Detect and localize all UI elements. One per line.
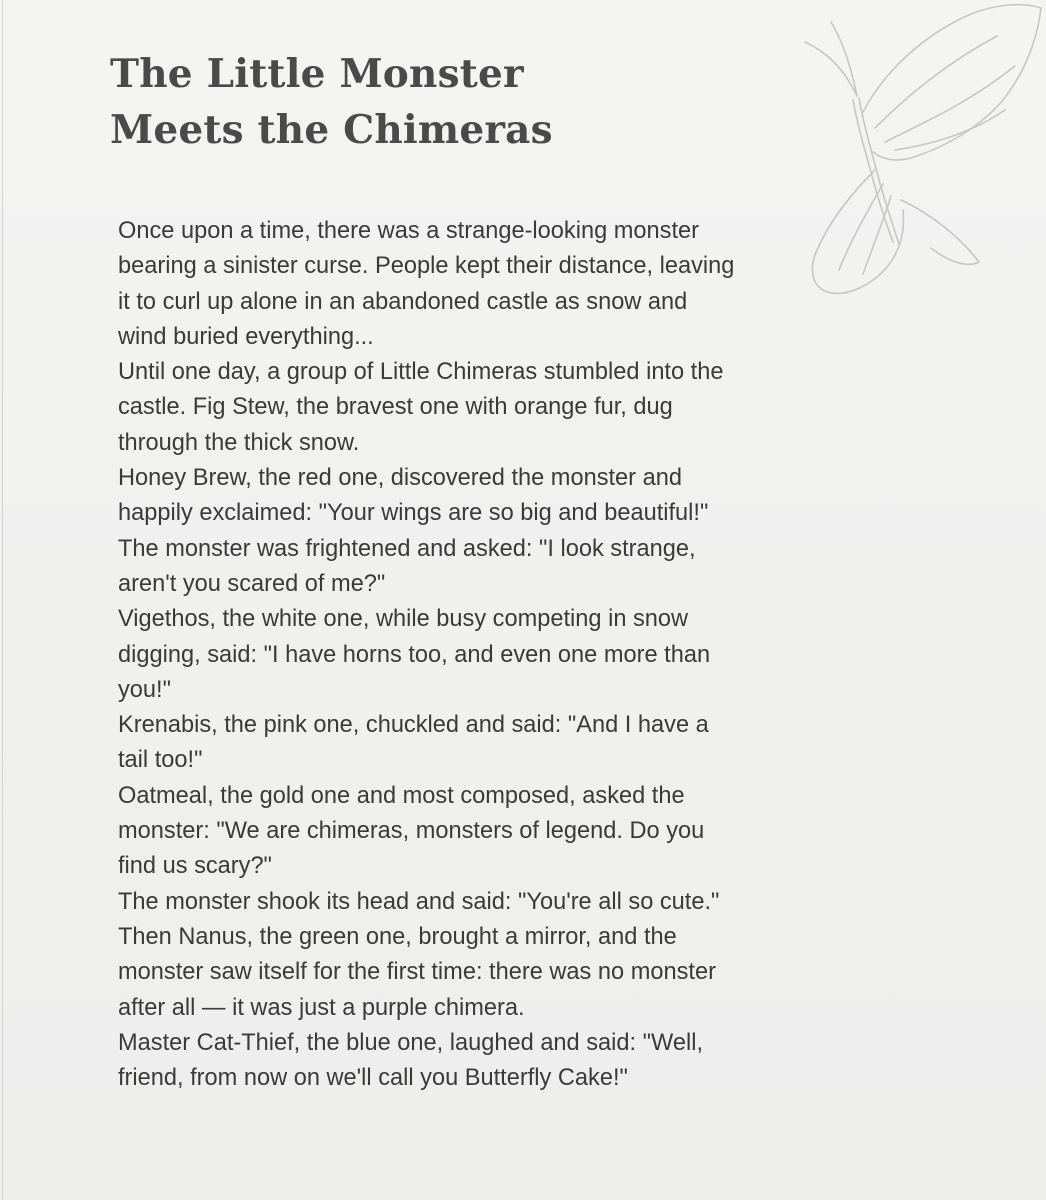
- story-line: Oatmeal, the gold one and most composed, asked the: [118, 782, 685, 809]
- story-line: happily exclaimed: "Your wings are so big and beautiful!": [118, 500, 709, 527]
- story-line: find us scary?": [118, 853, 272, 880]
- story-line: The monster was frightened and asked: "I look strange,: [118, 535, 696, 562]
- story-line: you!": [118, 676, 171, 703]
- story-title: [110, 46, 553, 158]
- story-line: bearing a sinister curse. People kept their distance, leaving: [118, 253, 735, 280]
- story-line: friend, from now on we'll call you Butterfly Cake!": [118, 1065, 628, 1092]
- story-line: wind buried everything...: [118, 323, 374, 350]
- story-line: aren't you scared of me?": [118, 570, 386, 597]
- story-title-line: The Little Monster: [110, 51, 524, 97]
- page-edge-divider: [2, 0, 3, 1200]
- story-line: monster saw itself for the first time: there was no monster: [118, 959, 716, 986]
- story-line: monster: "We are chimeras, monsters of legend. Do you: [118, 818, 705, 845]
- story-line: Master Cat-Thief, the blue one, laughed and said: "Well,: [118, 1029, 704, 1056]
- story-line: digging, said: "I have horns too, and even one more than: [118, 641, 711, 668]
- story-line: The monster shook its head and said: "You're all so cute.": [118, 888, 720, 915]
- story-line: tail too!": [118, 747, 203, 774]
- story-line: Krenabis, the pink one, chuckled and said: "And I have a: [118, 712, 709, 739]
- story-line: Honey Brew, the red one, discovered the monster and: [118, 465, 682, 492]
- story-body: [118, 214, 878, 1096]
- story-line: Until one day, a group of Little Chimeras stumbled into the: [118, 359, 724, 386]
- story-line: Then Nanus, the green one, brought a mirror, and the: [118, 923, 677, 950]
- story-line: castle. Fig Stew, the bravest one with orange fur, dug: [118, 394, 673, 421]
- story-line: it to curl up alone in an abandoned castle as snow and: [118, 288, 688, 315]
- story-line: Vigethos, the white one, while busy competing in snow: [118, 606, 689, 633]
- story-title-line: Meets the Chimeras: [110, 107, 553, 153]
- story-line: after all — it was just a purple chimera.: [118, 994, 525, 1021]
- story-line: through the thick snow.: [118, 429, 360, 456]
- story-line: Once upon a time, there was a strange-looking monster: [118, 218, 699, 244]
